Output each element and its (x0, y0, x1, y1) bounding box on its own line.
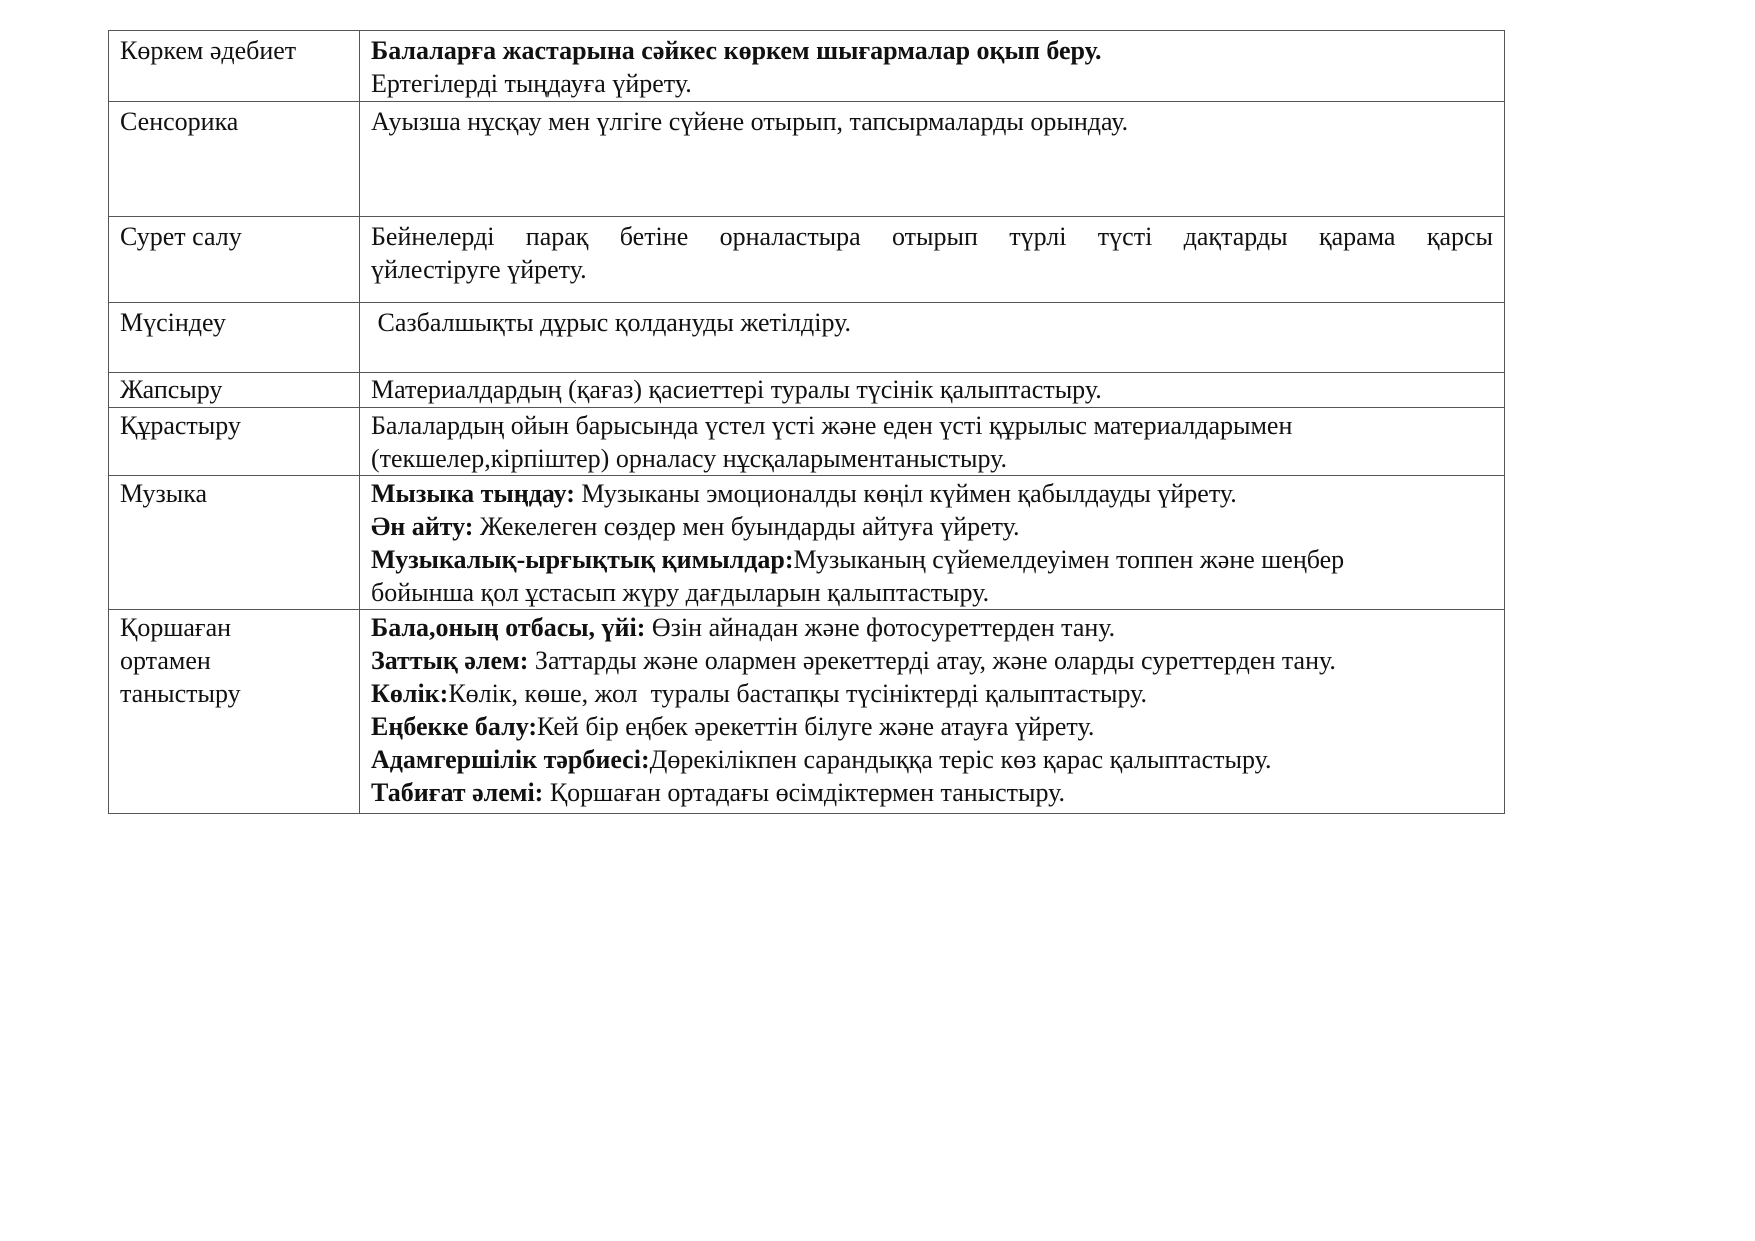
bold-heading: Адамгершілік тәрбиесі: (371, 745, 650, 774)
bold-heading: Балаларға жастарына сәйкес көркем шығармалар оқып беру. (371, 36, 1102, 65)
line-text: Материалдардың (қағаз) қасиеттері туралы түсінік қалыптастыру. (371, 375, 1102, 404)
line-text: Музыканы эмоционалды көңіл күймен қабылдауды үйрету. (574, 479, 1237, 508)
curriculum-table (108, 30, 1505, 814)
content-cell (360, 610, 1505, 814)
subject-cell (109, 102, 360, 217)
table-row-environment (109, 610, 1505, 814)
content-line (371, 644, 1493, 677)
content-line (371, 477, 1493, 510)
table-row-sculpting (109, 303, 1505, 373)
line-text: Көлік, көше, жол туралы бастапқы түсініктерді қалыптастыру. (448, 679, 1148, 708)
subject-cell (109, 373, 360, 408)
table-row-fiction (109, 31, 1505, 102)
content-line (371, 306, 1493, 339)
subject-label: Мүсіндеу (120, 308, 226, 337)
line-text: Ауызша нұсқау мен үлгіге сүйене отырып, тапсырмаларды орындау. (371, 107, 1129, 136)
table-row-music (109, 476, 1505, 610)
content-cell (360, 102, 1505, 217)
subject-cell (109, 31, 360, 102)
line-text: Өзін айнадан және фотосуреттерден тану. (645, 613, 1116, 642)
line-text: үйлестіруге үйрету. (371, 255, 587, 284)
bold-heading: Бала,оның отбасы, үйі: (371, 613, 646, 642)
content-line (371, 442, 1493, 475)
bold-heading: Мызыка тыңдау: (371, 479, 575, 508)
bold-heading: Музыкалық-ырғықтық қимылдар: (371, 545, 794, 574)
table-row-sensorics (109, 102, 1505, 217)
subject-label: Жапсыру (120, 375, 223, 404)
line-text: Балалардың ойын барысында үстел үсті және еден үсті құрылыс материалдарымен (371, 411, 1293, 440)
line-text: (текшелер,кірпіштер) орналасу нұсқаларыментаныстыру. (371, 444, 1008, 473)
line-text: Бейнелерді парақ бетіне орналастыра отырып түрлі түсті дақтарды қарама қарсы (371, 222, 1493, 251)
subject-label: Сурет салу (120, 222, 242, 251)
subject-cell (109, 476, 360, 610)
subject-label: Сенсорика (120, 107, 239, 136)
line-text: Жекелеген сөздер мен буындарды айтуға үйрету. (473, 512, 1020, 541)
subject-cell (109, 217, 360, 303)
line-text: Ертегілерді тыңдауға үйрету. (371, 69, 692, 98)
subject-label: Музыка (120, 479, 207, 508)
subject-label: Құрастыру (120, 411, 241, 440)
bold-heading: Заттық әлем: (371, 646, 529, 675)
content-line (371, 510, 1493, 543)
content-line (371, 409, 1493, 442)
content-line (371, 67, 1493, 100)
line-text: Сазбалшықты дұрыс қолдануды жетілдіру. (371, 308, 852, 337)
content-line (371, 576, 1493, 609)
bold-heading: Көлік: (371, 679, 449, 708)
content-cell (360, 31, 1505, 102)
table-row-construction (109, 408, 1505, 476)
line-text: Заттарды және олармен әрекеттерді атау, және оларды суреттерден тану. (528, 646, 1336, 675)
content-line (371, 34, 1493, 67)
line-text: Дөрекілікпен сарандыққа теріс көз қарас қалыптастыру. (649, 745, 1272, 774)
subject-label-line: Қоршаған (120, 613, 232, 642)
bold-heading: Ән айту: (371, 512, 474, 541)
content-cell (360, 303, 1505, 373)
line-text: бойынша қол ұстасып жүру дағдыларын қалыптастыру. (371, 578, 990, 607)
subject-label-line: ортамен (120, 646, 211, 675)
content-cell (360, 217, 1505, 303)
bold-heading: Табиғат әлемі: (371, 778, 544, 807)
content-line (371, 253, 1493, 286)
line-text: Музыканың сүйемелдеуімен топпен және шеңбер (793, 545, 1345, 574)
table-row-drawing (109, 217, 1505, 303)
content-line (371, 776, 1493, 809)
subject-cell (109, 610, 360, 814)
content-cell (360, 408, 1505, 476)
content-line (371, 105, 1493, 138)
subject-label: Көркем әдебиет (120, 36, 297, 65)
content-line (371, 543, 1493, 576)
content-line (371, 710, 1493, 743)
subject-label-line: таныстыру (120, 679, 241, 708)
content-line (371, 611, 1493, 644)
bold-heading: Еңбекке балу: (371, 712, 538, 741)
content-line (371, 677, 1493, 710)
line-text: Қоршаған ортадағы өсімдіктермен таныстыру. (543, 778, 1066, 807)
content-line (371, 743, 1493, 776)
content-cell (360, 476, 1505, 610)
table-row-applique (109, 373, 1505, 408)
content-line (371, 220, 1493, 253)
content-line (371, 373, 1493, 406)
content-cell (360, 373, 1505, 408)
subject-cell (109, 303, 360, 373)
line-text: Кей бір еңбек әрекеттін білуге және атауға үйрету. (537, 712, 1095, 741)
subject-cell (109, 408, 360, 476)
